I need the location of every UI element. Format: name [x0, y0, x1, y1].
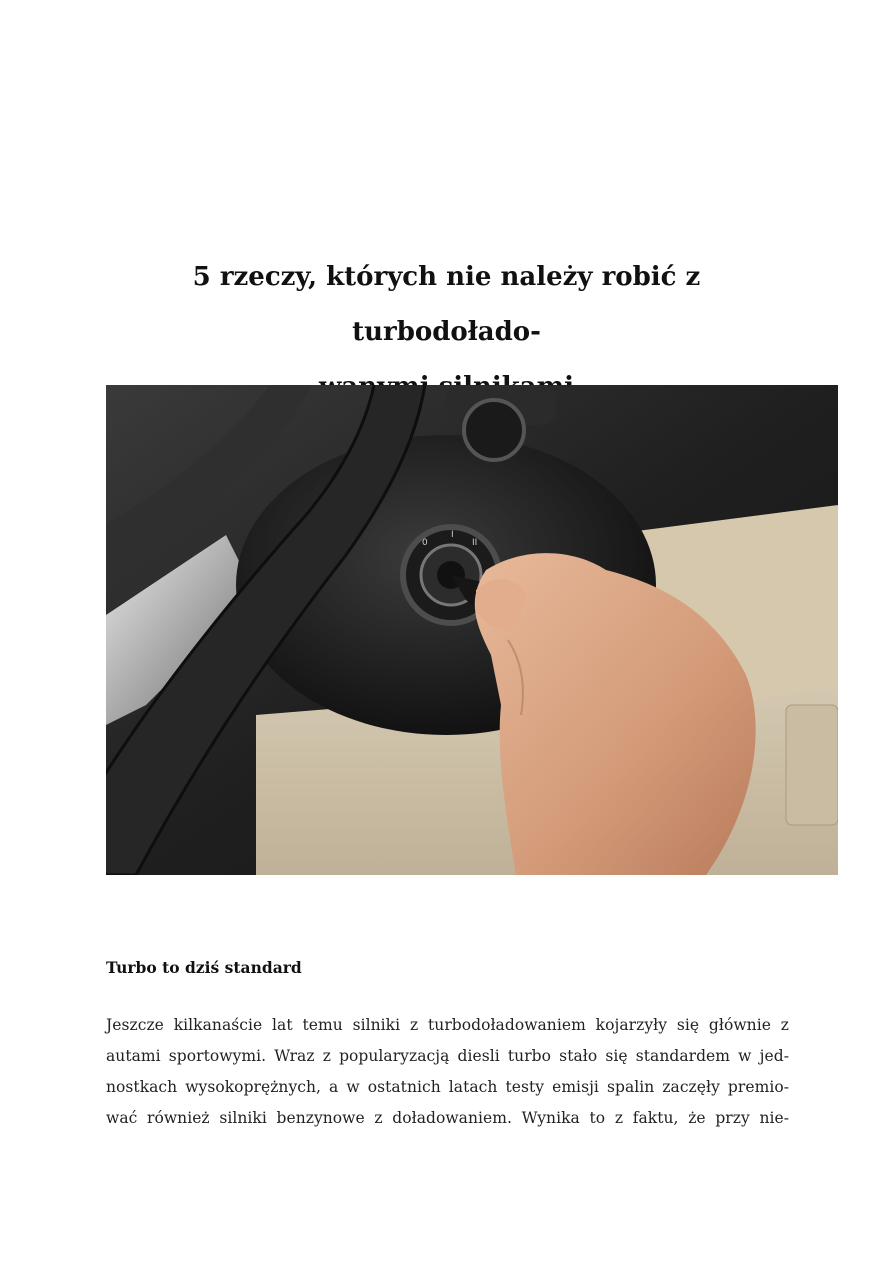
dial-label-0: 0: [422, 538, 428, 548]
ignition-key-photo: [106, 385, 838, 875]
dial-label-1: I: [451, 530, 454, 540]
paragraph-line-3: nostkach wysokoprężnych, a w ostatnich latach testy emisji spalin zaczęły premio-: [106, 1078, 789, 1096]
title-line-1: 5 rzeczy, których nie należy robić z turbodołado-: [192, 262, 701, 347]
article-paragraph: [106, 1010, 789, 1134]
paragraph-line-2: autami sportowymi. Wraz z popularyzacją diesli turbo stało się standardem w jed-: [106, 1047, 789, 1065]
paragraph-line-1: Jeszcze kilkanaście lat temu silniki z turbodoładowaniem kojarzyły się głównie z: [106, 1016, 789, 1034]
dial-label-2: II: [472, 538, 478, 548]
section-heading: Turbo to dziś standard: [106, 958, 302, 977]
paragraph-line-4: wać również silniki benzynowe z doładowaniem. Wynika to z faktu, że przy nie-: [106, 1109, 789, 1127]
